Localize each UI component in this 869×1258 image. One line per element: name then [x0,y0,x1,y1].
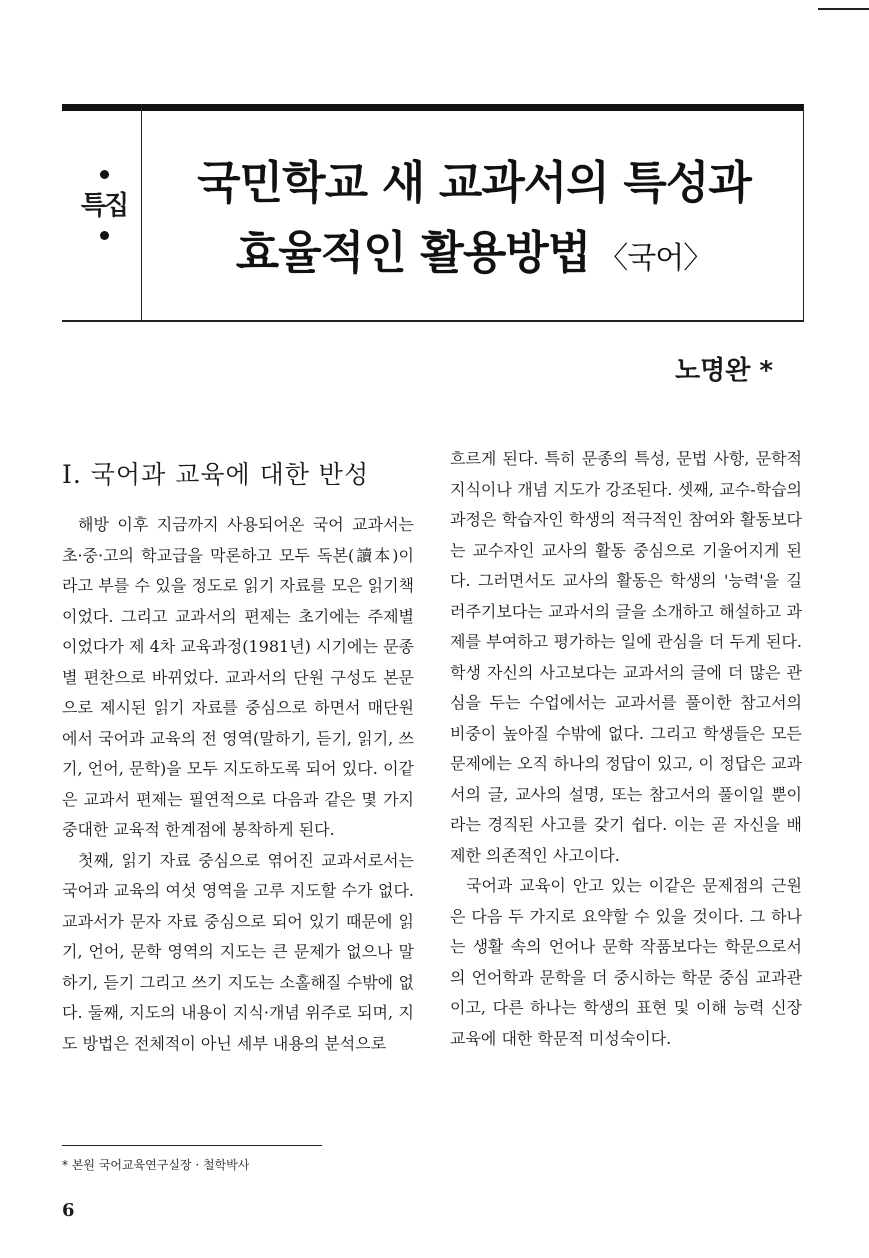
page-number: 6 [62,1200,75,1221]
badge-label: 특집 [80,191,128,221]
paragraph: 해방 이후 지금까지 사용되어온 국어 교과서는 초·중·고의 학교급을 막론하고 모두 독본(讀本)이라고 부를 수 있을 정도로 읽기 자료를 모은 읽기책이었다. 그리고 교과서의 편제는 초기에는 주제별이었다가 제 4차 교육과정(1981년) 시기에는 문종별 편찬으로 바뀌었다. 교과서의 단원 구성도 본문으로 제시된 읽기 자료를 중심으로 하면서 매단원에서 국어과 교육의 전 영역(말하기, 듣기, 읽기, 쓰기, 언어, 문학)을 모두 지도하도록 되어 있다. 이같은 교과서 편제는 필연적으로 다음과 같은 몇 가지 중대한 교육적 한계점에 봉착하게 된다. [62,515,414,839]
header-box [62,104,804,322]
article-title-line1: 국민학교 새 교과서의 특성과 [197,156,751,209]
title-line2-main: 효율적인 활용방법 [235,226,591,279]
paragraph: 흐르게 된다. 특히 문종의 특성, 문법 사항, 문학적 지식이나 개념 지도가 강조된다. 셋째, 교수-학습의 과정은 학습자인 학생의 적극적인 참여와 활동보다는 교수자인 교사의 활동 중심으로 기울어지게 된다. 그러면서도 교사의 활동은 학생의 '능력'을 길러주기보다는 교과서의 글을 소개하고 해설하고 과제를 부여하고 평가하는 일에 관심을 더 두게 된다. 학생 자신의 사고보다는 교과서의 글에 더 많은 관심을 두는 수업에서는 교과서를 풀이한 참고서의 비중이 높아질 수밖에 없다. 그리고 학생들은 모든 문제에는 오직 하나의 정답이 있고, 이 정답은 교과서의 글, 교사의 설명, 또는 참고서의 풀이일 뿐이라는 경직된 사고를 갖기 쉽다. 이는 곧 자신을 배제한 의존적인 사고이다. [450,449,802,865]
header-right-border [803,104,804,322]
bullet-top-icon [100,170,109,179]
section-heading: Ⅰ. 국어과 교육에 대한 반성 [62,460,370,489]
article-title-line2 [145,216,803,281]
footnote-rule [62,1145,322,1146]
bullet-bottom-icon [100,231,109,240]
right-column [450,444,802,1054]
header-divider [141,104,142,322]
paragraph: 국어과 교육이 안고 있는 이같은 문제점의 근원은 다음 두 가지로 요약할 수 있을 것이다. 그 하나는 생활 속의 언어나 문학 작품보다는 학문으로서의 언어학과 문학을 더 중시하는 학문 중심 교과관이고, 다른 하나는 학생의 표현 및 이해 능력 신장 교육에 대한 학문적 미성숙이다. [450,876,802,1048]
left-column [62,444,414,1059]
corner-rule [818,8,869,10]
paragraph: 첫째, 읽기 자료 중심으로 엮어진 교과서로서는 국어과 교육의 여섯 영역을 고루 지도할 수가 없다. 교과서가 문자 자료 중심으로 되어 있기 때문에 읽기, 언어, 문학 영역의 지도는 큰 문제가 없으나 말하기, 듣기 그리고 쓰기 지도는 소홀해질 수밖에 없다. 둘째, 지도의 내용이 지식·개념 위주로 되며, 지도 방법은 전체적이 아닌 세부 내용의 분석으로 [62,850,414,1053]
special-feature-badge [72,170,136,240]
title-subject: 〈국어〉 [598,241,713,276]
footnote: * 본원 국어교육연구실장 · 철학박사 [62,1158,250,1172]
author-name: 노명완 * [675,356,773,386]
